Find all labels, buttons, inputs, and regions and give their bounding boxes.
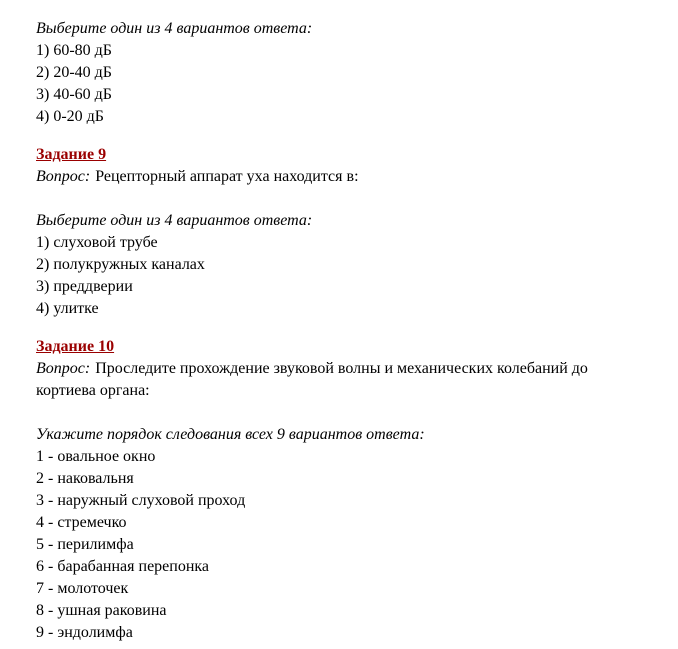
blank-line bbox=[36, 188, 658, 210]
blank-line bbox=[36, 402, 658, 424]
task-heading: Задание 10 bbox=[36, 338, 115, 355]
answer-option: 4) улитке bbox=[36, 300, 99, 317]
answer-option: 5 - перилимфа bbox=[36, 536, 134, 553]
answer-options-list bbox=[36, 40, 658, 128]
question-10-section bbox=[36, 336, 658, 644]
answer-option: 3) 40-60 дБ bbox=[36, 86, 112, 103]
answer-option: 6 - барабанная перепонка bbox=[36, 558, 210, 575]
answer-option: 3 - наружный слуховой проход bbox=[36, 492, 246, 509]
answer-option: 4) 0-20 дБ bbox=[36, 108, 104, 125]
task-heading: Задание 9 bbox=[36, 146, 107, 163]
section-spacer bbox=[36, 128, 658, 144]
question-8-answers-section bbox=[36, 18, 658, 128]
answer-option: 1 - овальное окно bbox=[36, 448, 156, 465]
section-spacer bbox=[36, 320, 658, 336]
answer-option: 4 - стремечко bbox=[36, 514, 127, 531]
question-line bbox=[36, 166, 658, 188]
answer-option: 7 - молоточек bbox=[36, 580, 129, 597]
answer-option: 1) слуховой трубе bbox=[36, 234, 158, 251]
question-line bbox=[36, 358, 624, 402]
question-9-section bbox=[36, 144, 658, 320]
answer-option: 2) 20-40 дБ bbox=[36, 64, 112, 81]
select-prompt: Выберите один из 4 вариантов ответа: bbox=[36, 212, 313, 229]
answer-option: 2) полукружных каналах bbox=[36, 256, 205, 273]
question-label: Вопрос: bbox=[36, 360, 91, 377]
select-prompt: Выберите один из 4 вариантов ответа: bbox=[36, 20, 313, 37]
question-text: Рецепторный аппарат уха находится в: bbox=[95, 168, 359, 185]
answer-option: 3) преддверии bbox=[36, 278, 133, 295]
question-label: Вопрос: bbox=[36, 168, 91, 185]
question-text: Проследите прохождение звуковой волны и механических колебаний до кортиева органа: bbox=[36, 360, 588, 399]
answer-option: 9 - эндолимфа bbox=[36, 624, 133, 641]
answer-option: 1) 60-80 дБ bbox=[36, 42, 112, 59]
answer-option: 8 - ушная раковина bbox=[36, 602, 167, 619]
order-prompt: Укажите порядок следования всех 9 вариантов ответа: bbox=[36, 426, 425, 443]
answer-options-list bbox=[36, 232, 658, 320]
answer-options-list bbox=[36, 446, 658, 644]
answer-option: 2 - наковальня bbox=[36, 470, 134, 487]
